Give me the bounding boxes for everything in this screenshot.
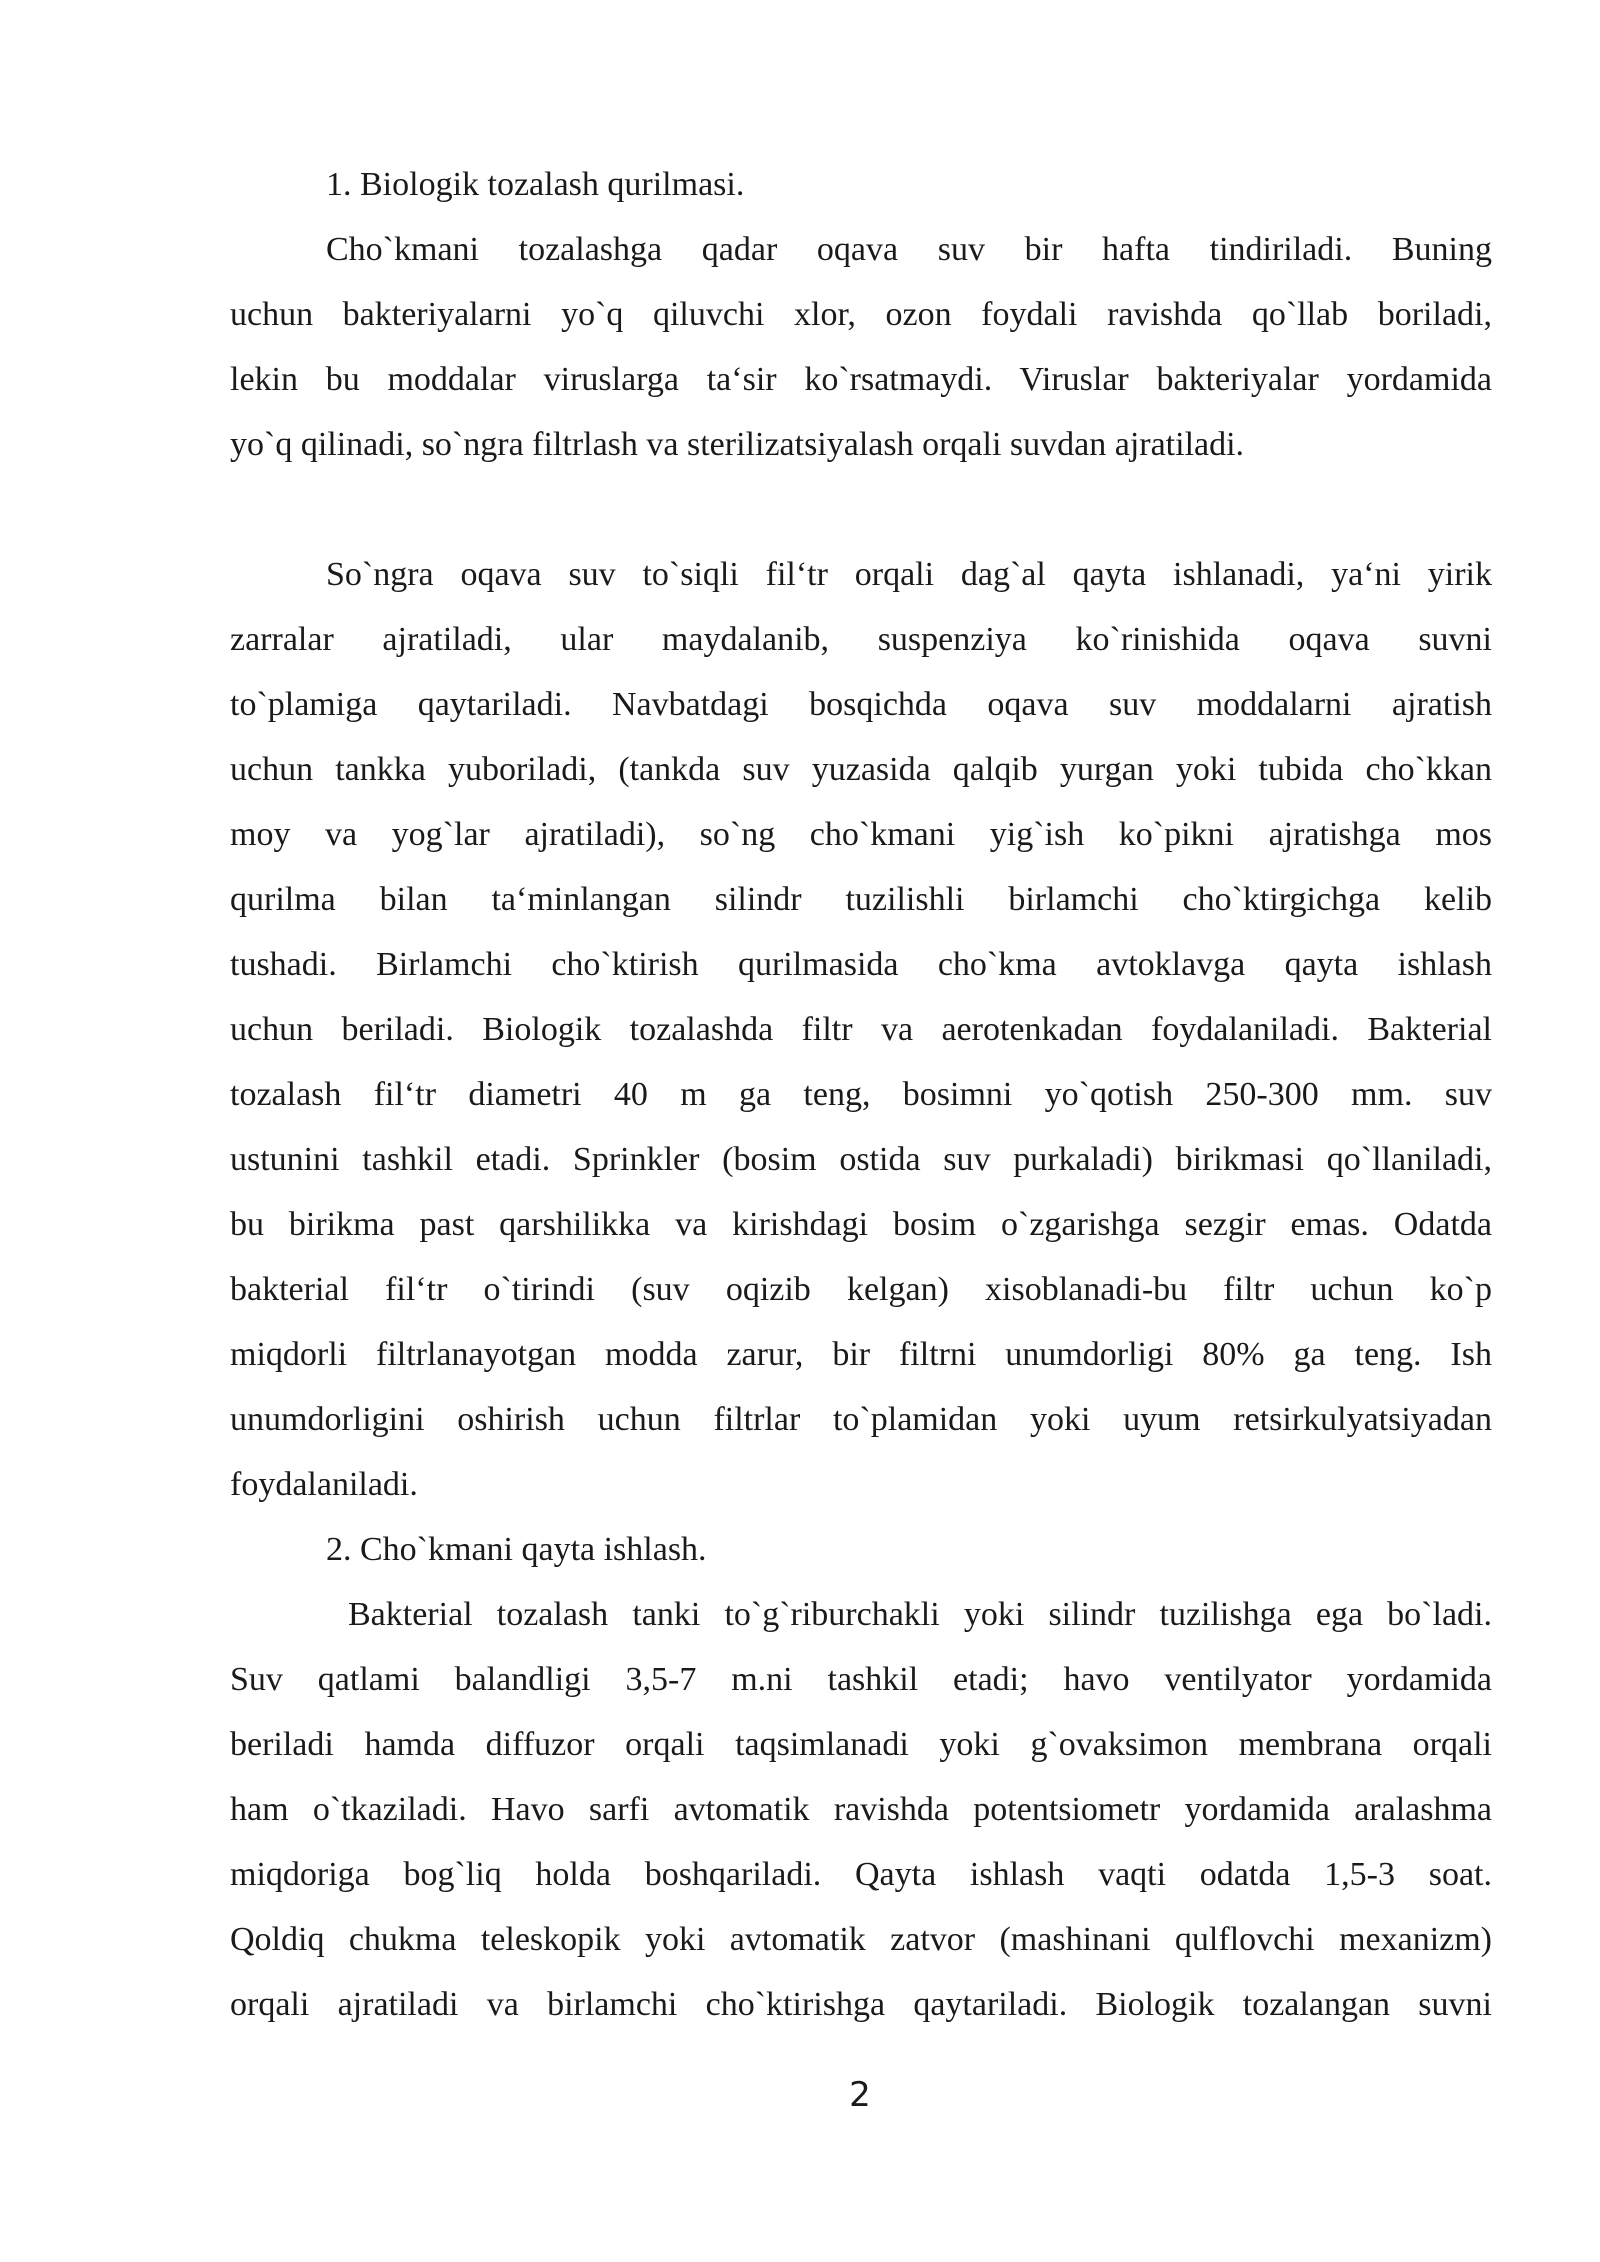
paragraph-line: bu birikma past qarshilikka va kirishdagi bosim o`zgarishga sezgir emas. Odatda	[230, 1206, 1492, 1243]
paragraph-line: bakterial fil‘tr o`tirindi (suv oqizib kelgan) xisoblanadi-bu filtr uchun ko`p	[230, 1271, 1492, 1308]
paragraph-line: tozalash fil‘tr diametri 40 m ga teng, bosimni yo`qotish 250-300 mm. suv	[230, 1076, 1492, 1113]
paragraph-line: miqdorli filtrlanayotgan modda zarur, bir filtrni unumdorligi 80% ga teng. Ish	[230, 1336, 1492, 1373]
paragraph-line: lekin bu moddalar viruslarga ta‘sir ko`rsatmaydi. Viruslar bakteriyalar yordamida	[230, 361, 1492, 398]
document-body	[230, 152, 1492, 2037]
paragraph-line: tushadi. Birlamchi cho`ktirish qurilmasida cho`kma avtoklavga qayta ishlash	[230, 946, 1492, 983]
paragraph-line: orqali ajratiladi va birlamchi cho`ktirishga qaytariladi. Biologik tozalangan suvni	[230, 1986, 1492, 2023]
paragraph-line: moy va yog`lar ajratiladi), so`ng cho`kmani yig`ish ko`pikni ajratishga mos	[230, 816, 1492, 853]
paragraph-line: uchun tankka yuboriladi, (tankda suv yuzasida qalqib yurgan yoki tubida cho`kkan	[230, 751, 1492, 788]
section-heading-1: 1. Biologik tozalash qurilmasi.	[326, 166, 745, 203]
paragraph-spacer	[230, 477, 1492, 542]
paragraph-line: Qoldiq chukma teleskopik yoki avtomatik zatvor (mashinani qulflovchi mexanizm)	[230, 1921, 1492, 1958]
paragraph-line: foydalaniladi.	[230, 1466, 418, 1503]
paragraph-line: beriladi hamda diffuzor orqali taqsimlanadi yoki g`ovaksimon membrana orqali	[230, 1726, 1492, 1763]
paragraph-line: Bakterial tozalash tanki to`g`riburchakli yoki silindr tuzilishga ega bo`ladi.	[348, 1596, 1492, 1633]
paragraph-line: unumdorligini oshirish uchun filtrlar to`plamidan yoki uyum retsirkulyatsiyadan	[230, 1401, 1492, 1438]
paragraph-line: So`ngra oqava suv to`siqli fil‘tr orqali dag`al qayta ishlanadi, ya‘ni yirik	[326, 556, 1492, 593]
paragraph-line: ham o`tkaziladi. Havo sarfi avtomatik ravishda potentsiometr yordamida aralashma	[230, 1791, 1492, 1828]
paragraph-line: miqdoriga bog`liq holda boshqariladi. Qayta ishlash vaqti odatda 1,5-3 soat.	[230, 1856, 1492, 1893]
paragraph-line: Cho`kmani tozalashga qadar oqava suv bir hafta tindiriladi. Buning	[326, 231, 1492, 268]
section-heading-2: 2. Cho`kmani qayta ishlash.	[326, 1531, 707, 1568]
paragraph-line: uchun beriladi. Biologik tozalashda filtr va aerotenkadan foydalaniladi. Bakterial	[230, 1011, 1492, 1048]
paragraph-line: zarralar ajratiladi, ular maydalanib, suspenziya ko`rinishida oqava suvni	[230, 621, 1492, 658]
paragraph-line: to`plamiga qaytariladi. Navbatdagi bosqichda oqava suv moddalarni ajratish	[230, 686, 1492, 723]
paragraph-line: ustunini tashkil etadi. Sprinkler (bosim ostida suv purkaladi) birikmasi qo`llaniladi,	[230, 1141, 1492, 1178]
page-number: 2	[849, 2075, 871, 2115]
paragraph-line: yo`q qilinadi, so`ngra filtrlash va sterilizatsiyalash orqali suvdan ajratiladi.	[230, 426, 1245, 463]
paragraph-2	[230, 542, 1492, 1517]
paragraph-line: qurilma bilan ta‘minlangan silindr tuzilishli birlamchi cho`ktirgichga kelib	[230, 881, 1492, 918]
paragraph-3	[230, 1582, 1492, 2037]
paragraph-line: uchun bakteriyalarni yo`q qiluvchi xlor, ozon foydali ravishda qo`llab boriladi,	[230, 296, 1492, 333]
paragraph-line: Suv qatlami balandligi 3,5-7 m.ni tashkil etadi; havo ventilyator yordamida	[230, 1661, 1492, 1698]
paragraph-1	[230, 217, 1492, 477]
